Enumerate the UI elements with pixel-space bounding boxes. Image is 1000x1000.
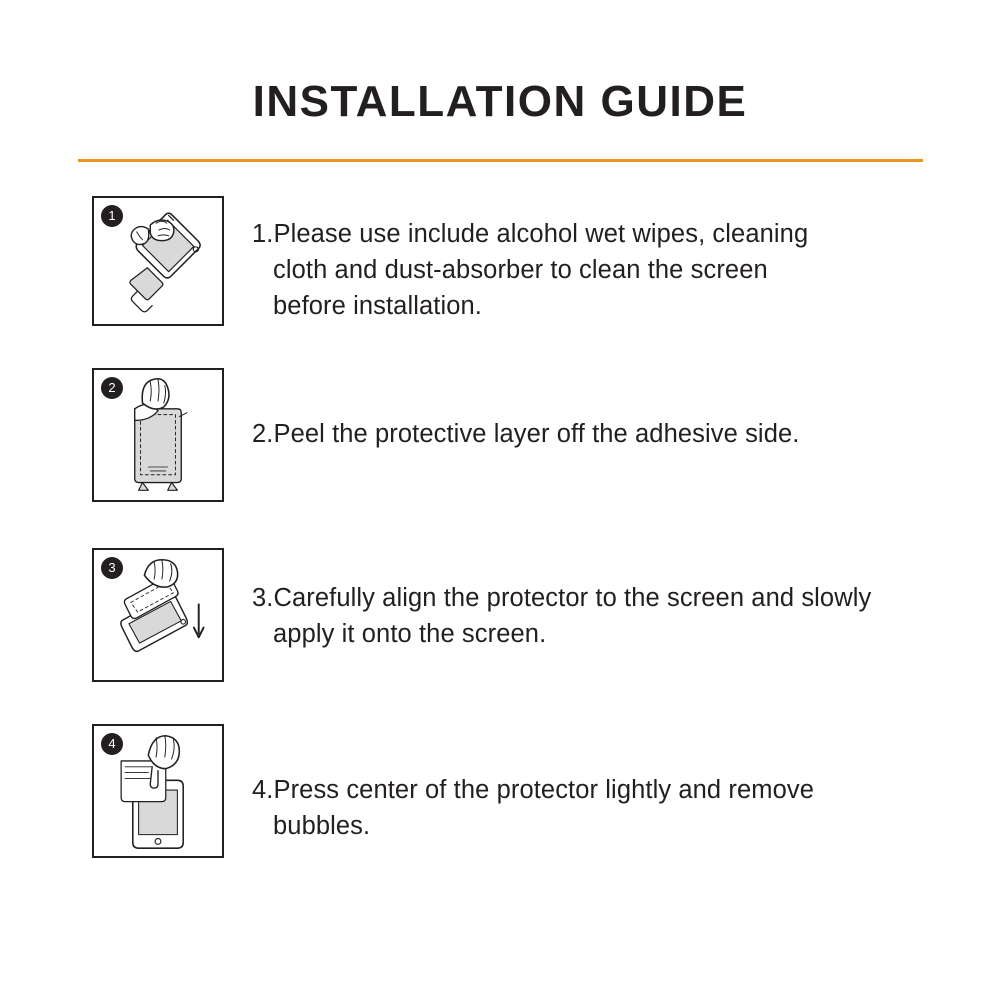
title-divider <box>78 159 923 162</box>
step-4-line-2: bubbles. <box>273 812 371 841</box>
step-2-badge: 2 <box>101 377 123 399</box>
step-4-badge: 4 <box>101 733 123 755</box>
step-2-text <box>252 368 1000 452</box>
step-2-line-1: 2.Peel the protective layer off the adhesive side. <box>252 420 800 448</box>
step-4-line-1: 4.Press center of the protector lightly and remove <box>252 776 815 804</box>
list-item <box>0 196 1000 368</box>
page-title: INSTALLATION GUIDE <box>252 77 748 126</box>
step-3-badge: 3 <box>101 557 123 579</box>
step-4-text <box>252 724 1000 844</box>
step-1-illustration-frame <box>92 196 224 326</box>
step-1-line-2: cloth and dust-absorber to clean the screen <box>273 256 768 285</box>
step-1-badge: 1 <box>101 205 123 227</box>
step-3-line-2: apply it onto the screen. <box>273 620 547 649</box>
step-1-line-1: 1.Please use include alcohol wet wipes, cleaning <box>252 220 809 248</box>
step-3-text <box>252 548 1000 652</box>
step-1-line-3: before installation. <box>273 292 482 321</box>
step-4-illustration-frame <box>92 724 224 858</box>
step-2-illustration-frame <box>92 368 224 502</box>
list-item <box>0 548 1000 724</box>
step-1-text <box>252 196 1000 325</box>
list-item <box>0 368 1000 548</box>
step-3-illustration-frame <box>92 548 224 682</box>
steps-list <box>0 196 1000 902</box>
step-3-line-1: 3.Carefully align the protector to the screen and slowly <box>252 584 872 612</box>
list-item <box>0 724 1000 902</box>
